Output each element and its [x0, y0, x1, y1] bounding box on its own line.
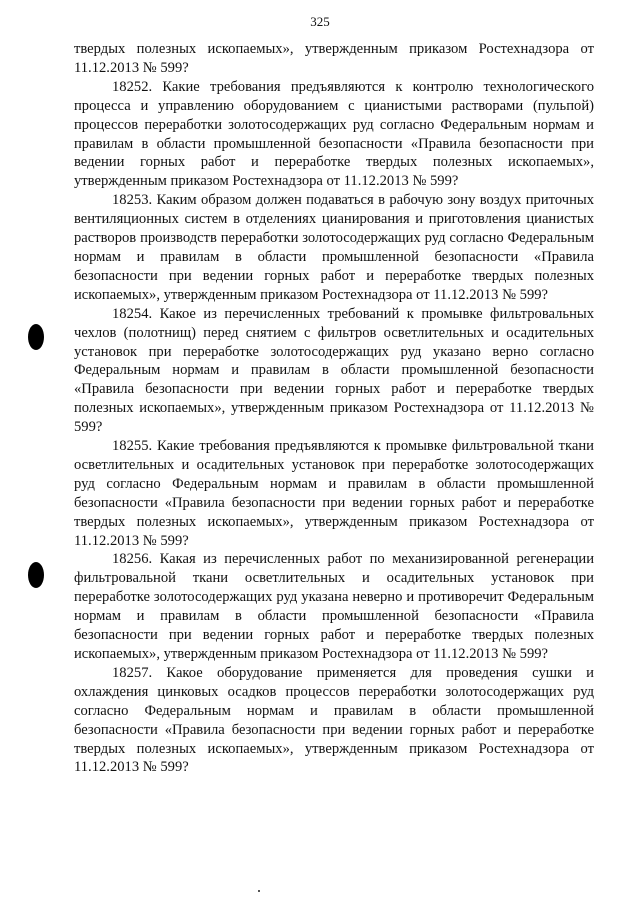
question-18255: 18255. Какие требования предъявляются к промывке фильтровальной ткани осветлительных и осадительных установок при переработке золотосодержащих руд согласно Федеральным нормам и правилам в области промышленной безопасности «Правила безопасности при ведении горных работ и переработке твердых полезных ископаемых», утвержденным приказом Ростехнадзора от 11.12.2013 № 599?: [74, 438, 594, 549]
document-body: [74, 40, 594, 777]
question-18254: 18254. Какое из перечисленных требований к промывке фильтровальных чехлов (полотнищ) перед снятием с фильтров осветлительных и осадительных установок при переработке золотосодержащих руд указано верно согласно Федеральным нормам и правилам в области промышленной безопасности «Правила безопасности при ведении горных работ и переработке твердых полезных ископаемых», утвержденным приказом Ростехнадзора от 11.12.2013 № 599?: [74, 305, 594, 436]
question-18253: 18253. Каким образом должен подаваться в рабочую зону воздух приточных вентиляционных систем в отделениях цианирования и приготовления цианистых растворов производств переработки золотосодержащих руд согласно Федеральным нормам и правилам в области промышленной безопасности «Правила безопасности при ведении горных работ и переработке твердых полезных ископаемых», утвержденным приказом Ростехнадзора от 11.12.2013 № 599?: [74, 192, 594, 303]
punch-hole-mark: [28, 562, 44, 588]
paragraph-continued: твердых полезных ископаемых», утвержденным приказом Ростехнадзора от 11.12.2013 № 599?: [74, 41, 594, 76]
question-18257: 18257. Какое оборудование применяется для проведения сушки и охлаждения цинковых осадков процессов переработки золотосодержащих руд согласно Федеральным нормам и правилам в области промышленной безопасности «Правила безопасности при ведении горных работ и переработке твердых полезных ископаемых», утвержденным приказом Ростехнадзора от 11.12.2013 № 599?: [74, 664, 594, 776]
question-18256: 18256. Какая из перечисленных работ по механизированной регенерации фильтровальной ткани осветлительных и осадительных установок при переработке золотосодержащих руд указана неверно и противоречит Федеральным нормам и правилам в области промышленной безопасности «Правила безопасности при ведении горных работ и переработке твердых полезных ископаемых», утвержденным приказом Ростехнадзора от 11.12.2013 № 599?: [74, 551, 594, 662]
scan-speck: [258, 890, 260, 892]
punch-hole-mark: [28, 324, 44, 350]
page-number: 325: [310, 14, 330, 29]
question-18252: 18252. Какие требования предъявляются к контролю технологического процесса и управлению оборудованием с цианистыми растворами (пульпой) процессов переработки золотосодержащих руд согласно Федеральным нормам и правилам в области промышленной безопасности «Правила безопасности при ведении горных работ и переработке твердых полезных ископаемых», утвержденным приказом Ростехнадзора от 11.12.2013 № 599?: [74, 78, 594, 190]
